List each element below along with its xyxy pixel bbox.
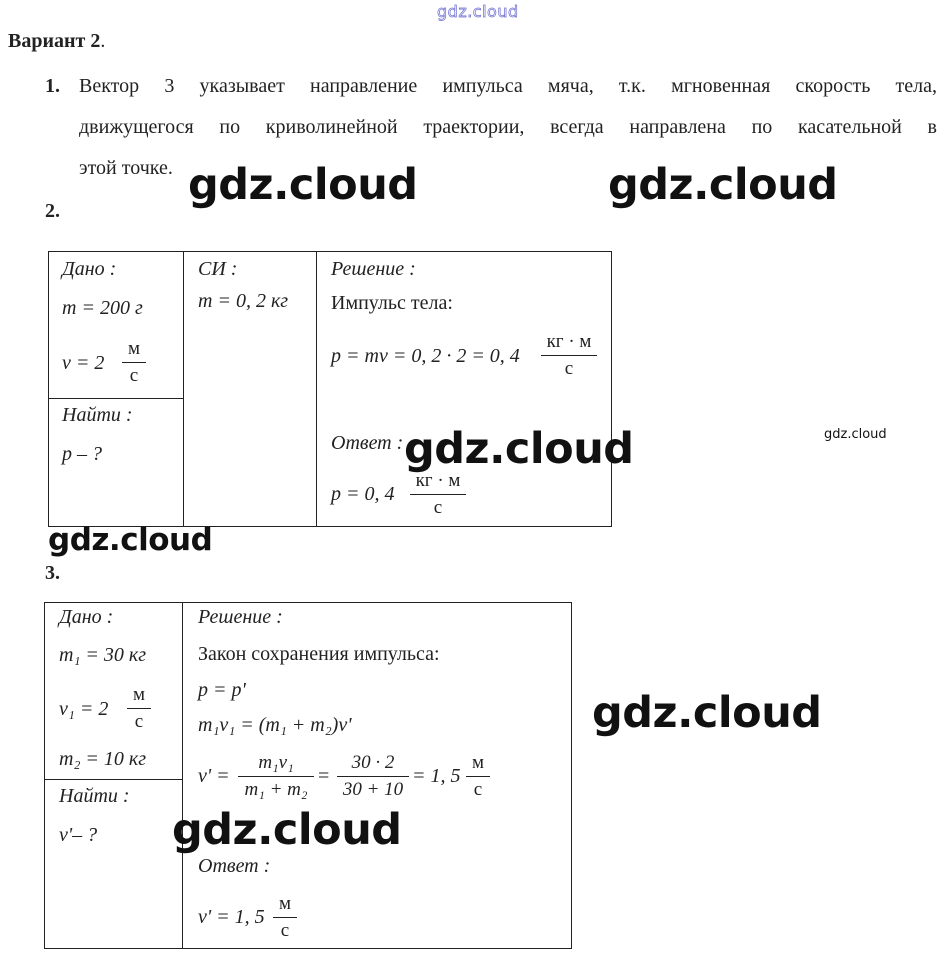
problem-3-find-label: Найти : (59, 785, 130, 807)
problem-2-si-mass: m = 0, 2 кг (198, 290, 289, 312)
problem-2-answer-unit (410, 470, 466, 519)
problem-1-number: 1. (45, 75, 60, 97)
watermark-small: gdz.cloud (824, 427, 887, 442)
problem-3-given-m2: m₂ = 10 кг (59, 748, 147, 770)
problem-3-divider (182, 602, 183, 949)
unit-denominator: с (473, 779, 483, 800)
problem-3-eq1: p = p' (198, 679, 246, 701)
problem-2-find-label: Найти : (62, 404, 133, 426)
problem-2-si-label: СИ : (198, 258, 238, 280)
problem-3-eq3-left: v' = (198, 765, 230, 787)
unit-numerator: м (132, 684, 146, 705)
fraction-numerator: 30 · 2 (351, 752, 395, 773)
problem-3-given-m1: m₁ = 30 кг (59, 644, 147, 666)
problem-2-given-mass: m = 200 г (62, 297, 143, 319)
problem-3-number: 3. (45, 562, 60, 584)
problem-3-answer-unit (273, 893, 297, 942)
unit-numerator: м (127, 338, 141, 359)
watermark: gdz.cloud (404, 424, 634, 474)
problem-2-given-divider (48, 398, 184, 399)
problem-2-answer-label: Ответ : (331, 432, 404, 454)
problem-3-answer-label: Ответ : (198, 855, 271, 877)
problem-3-law: Закон сохранения импульса: (198, 643, 440, 665)
problem-1-line-1: Вектор 3 указывает направление импульса мяча, т.к. мгновенная скорость тела, (79, 75, 937, 97)
unit-denominator: с (134, 711, 144, 732)
problem-2-find-value: p – ? (62, 443, 102, 465)
watermark: gdz.cloud (608, 160, 838, 210)
problem-2-divider-2 (316, 251, 317, 527)
variant-heading-dot: . (100, 30, 106, 52)
watermark: gdz.cloud (48, 522, 213, 558)
fraction-bar (238, 776, 314, 777)
unit-denominator: с (129, 365, 139, 386)
fraction-bar (337, 776, 409, 777)
problem-2-solution-text: Импульс тела: (331, 292, 453, 314)
problem-3-eq3-unit (466, 752, 490, 801)
problem-2-velocity-unit (122, 338, 146, 387)
problem-3-find-value: v'– ? (59, 824, 98, 846)
fraction-bar (410, 494, 466, 495)
problem-1-line-2: движущегося по криволинейной траектории, всегда направлена по касательной в (79, 116, 937, 138)
unit-numerator: м (471, 752, 485, 773)
problem-3-given-v1: v₁ = 2 (59, 698, 109, 720)
problem-3-eq3-equals: = (318, 765, 330, 787)
problem-3-v1-unit (127, 684, 151, 733)
variant-heading (8, 30, 105, 53)
variant-heading-label: Вариант 2 (8, 30, 101, 52)
problem-3-eq3-fraction-2 (337, 752, 409, 801)
watermark: gdz.cloud (172, 805, 402, 855)
fraction-denominator: 30 + 10 (342, 779, 404, 800)
problem-2-solution-label: Решение : (331, 258, 416, 280)
problem-3-eq3-fraction-1 (238, 752, 314, 801)
unit-numerator: кг · м (415, 470, 461, 491)
unit-denominator: с (564, 358, 574, 379)
fraction-bar (541, 355, 597, 356)
problem-3-eq2: m₁v₁ = (m₁ + m₂)v' (198, 714, 352, 736)
unit-denominator: с (280, 920, 290, 941)
problem-2-formula: p = mv = 0, 2 · 2 = 0, 4 (331, 345, 520, 367)
watermark-top: gdz.cloud (437, 2, 519, 21)
problem-2-answer: p = 0, 4 (331, 483, 395, 505)
fraction-bar (122, 362, 146, 363)
problem-3-solution-label: Решение : (198, 606, 283, 628)
problem-2-formula-unit (541, 331, 597, 380)
unit-numerator: м (278, 893, 292, 914)
fraction-denominator: m₁ + m₂ (244, 779, 308, 800)
fraction-numerator: m₁v₁ (258, 752, 294, 773)
problem-3-given-label: Дано : (59, 606, 114, 628)
problem-2-divider-1 (183, 251, 184, 527)
problem-2-given-label: Дано : (62, 258, 117, 280)
unit-numerator: кг · м (546, 331, 592, 352)
fraction-bar (127, 708, 151, 709)
problem-2-given-velocity: v = 2 (62, 352, 105, 374)
fraction-bar (273, 917, 297, 918)
problem-3-given-divider (44, 779, 183, 780)
problem-3-eq3-result: = 1, 5 (412, 765, 461, 787)
unit-denominator: с (433, 497, 443, 518)
problem-3-answer: v' = 1, 5 (198, 906, 265, 928)
fraction-bar (466, 776, 490, 777)
watermark: gdz.cloud (592, 688, 822, 738)
problem-2-table (48, 251, 612, 527)
problem-1-line-3: этой точке. (79, 157, 173, 179)
problem-2-number: 2. (45, 200, 60, 222)
watermark: gdz.cloud (188, 160, 418, 210)
